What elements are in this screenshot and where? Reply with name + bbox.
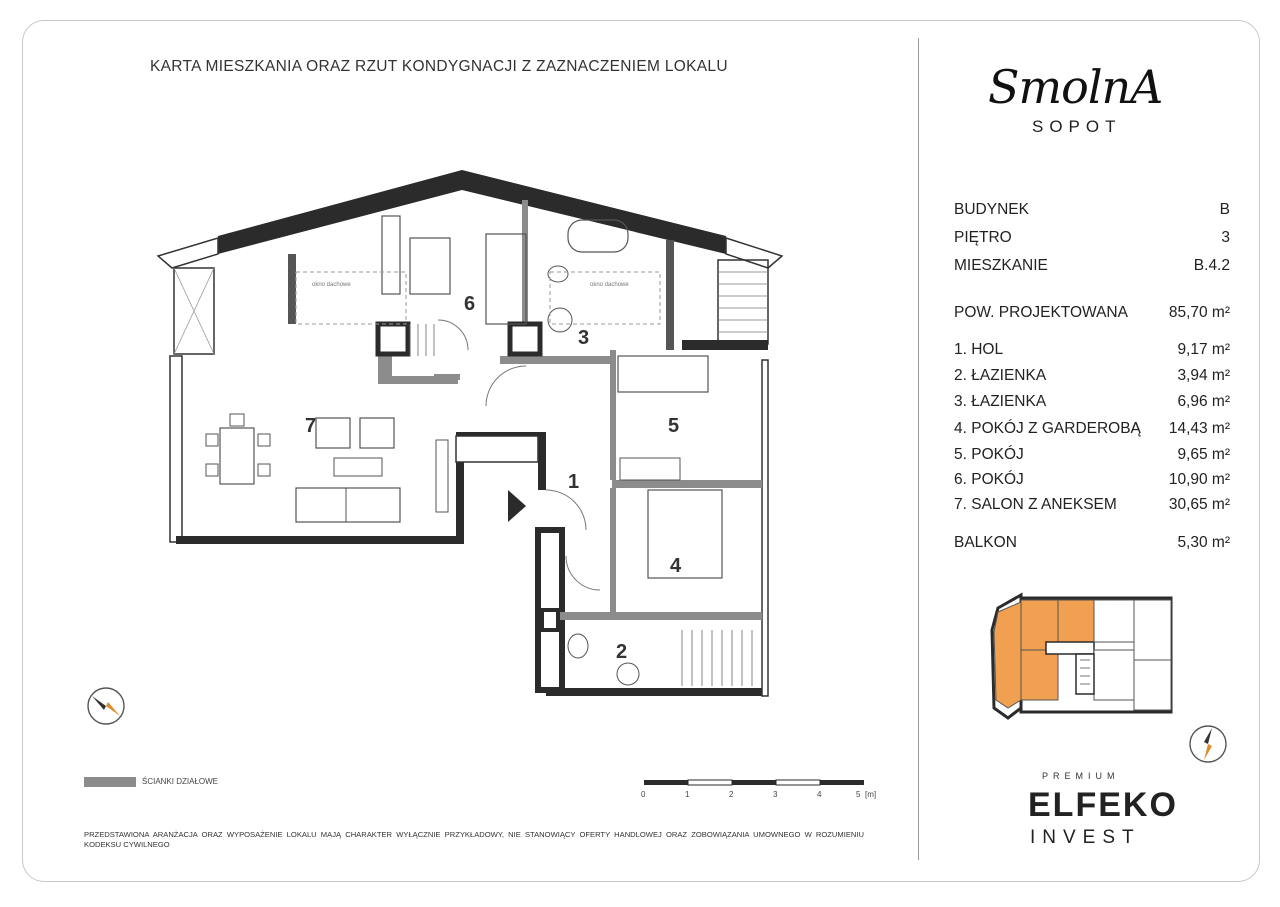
detail-label: MIESZKANIE: [954, 257, 1048, 274]
legend-label: ŚCIANKI DZIAŁOWE: [142, 777, 219, 786]
scale-bar: [640, 778, 890, 808]
scale-tick: 2: [729, 790, 734, 799]
room-row: [954, 471, 1230, 489]
detail-row-apartment: [954, 257, 1230, 275]
area-total-value: 85,70 m²: [1168, 304, 1230, 321]
room-row: [954, 446, 1230, 464]
scale-tick: 4: [817, 790, 822, 799]
compass-icon: [84, 684, 128, 728]
room-area: 9,17 m²: [1177, 341, 1230, 358]
room-row: [954, 393, 1230, 411]
project-city: SOPOT: [1032, 117, 1122, 136]
room-label: 3. ŁAZIENKA: [954, 393, 1047, 410]
room-area: 10,90 m²: [1168, 471, 1230, 488]
area-total-label: POW. PROJEKTOWANA: [954, 304, 1128, 321]
roof-wall: [218, 170, 726, 254]
compass-icon: [1186, 722, 1230, 766]
page-title: KARTA MIESZKANIA ORAZ RZUT KONDYGNACJI Z ZAZNACZENIEM LOKALU: [150, 58, 728, 75]
scale-unit: [m]: [865, 790, 877, 799]
room-number: 6: [464, 293, 476, 315]
brand-invest: INVEST: [1030, 827, 1141, 848]
brand-logo: ELFEKO: [1028, 786, 1178, 824]
room-label: 2. ŁAZIENKA: [954, 367, 1047, 384]
balcony-row: [954, 534, 1230, 552]
entrance-arrow-icon: [508, 490, 526, 522]
scale-tick: 0: [641, 790, 646, 799]
area-total-row: [954, 304, 1230, 322]
detail-label: BUDYNEK: [954, 201, 1029, 218]
project-logo: SmolnA: [988, 60, 1163, 114]
detail-value: 3: [1221, 229, 1230, 246]
room-row: [954, 367, 1230, 385]
room-number: 5: [668, 415, 680, 437]
brand-premium: PREMIUM: [1042, 771, 1120, 781]
room-number: 7: [305, 415, 317, 437]
detail-value: B: [1219, 201, 1230, 218]
room-area: 6,96 m²: [1177, 393, 1230, 410]
column-divider: [918, 38, 919, 860]
room-row: [954, 496, 1230, 514]
detail-row-floor: [954, 229, 1230, 247]
room-area: 9,65 m²: [1177, 446, 1230, 463]
room-label: 4. POKÓJ Z GARDEROBĄ: [954, 420, 1141, 437]
balcony-area: 5,30 m²: [1177, 534, 1230, 551]
legend-swatch: [84, 777, 136, 787]
detail-value: B.4.2: [1193, 257, 1230, 274]
room-label: 7. SALON Z ANEKSEM: [954, 496, 1117, 513]
room-area: 30,65 m²: [1168, 496, 1230, 513]
floor-plan: [150, 160, 790, 710]
balcony-label: BALKON: [954, 534, 1017, 551]
scale-tick: 1: [685, 790, 690, 799]
room-area: 3,94 m²: [1177, 367, 1230, 384]
room-number: 2: [616, 641, 628, 663]
room-area: 14,43 m²: [1168, 420, 1230, 437]
detail-label: PIĘTRO: [954, 229, 1012, 246]
room-label: 1. HOL: [954, 341, 1004, 358]
room-row: [954, 420, 1230, 438]
room-row: [954, 341, 1230, 359]
roof-window-label: okno dachowe: [312, 282, 351, 288]
room-label: 5. POKÓJ: [954, 446, 1024, 463]
room-number: 4: [670, 555, 682, 577]
disclaimer-text: PRZEDSTAWIONA ARANŻACJA ORAZ WYPOSAŻENIE LOKALU MAJĄ CHARAKTER WYŁĄCZNIE PRZYKŁADOWY, NIE STANOWIĄCY OFERTY HANDLOWEJ ORAZ ZOBOWIĄZANIA UMOWNEGO W ROZUMIENIU KODEKSU CYWILNEGO: [84, 830, 864, 849]
scale-tick: 3: [773, 790, 778, 799]
floor-key-plan: [976, 590, 1176, 725]
room-label: 6. POKÓJ: [954, 471, 1024, 488]
scale-tick: 5: [856, 790, 861, 799]
detail-row-building: [954, 201, 1230, 219]
room-number: 1: [568, 471, 580, 493]
room-number: 3: [578, 327, 590, 349]
roof-window-label: okno dachowe: [590, 282, 629, 288]
